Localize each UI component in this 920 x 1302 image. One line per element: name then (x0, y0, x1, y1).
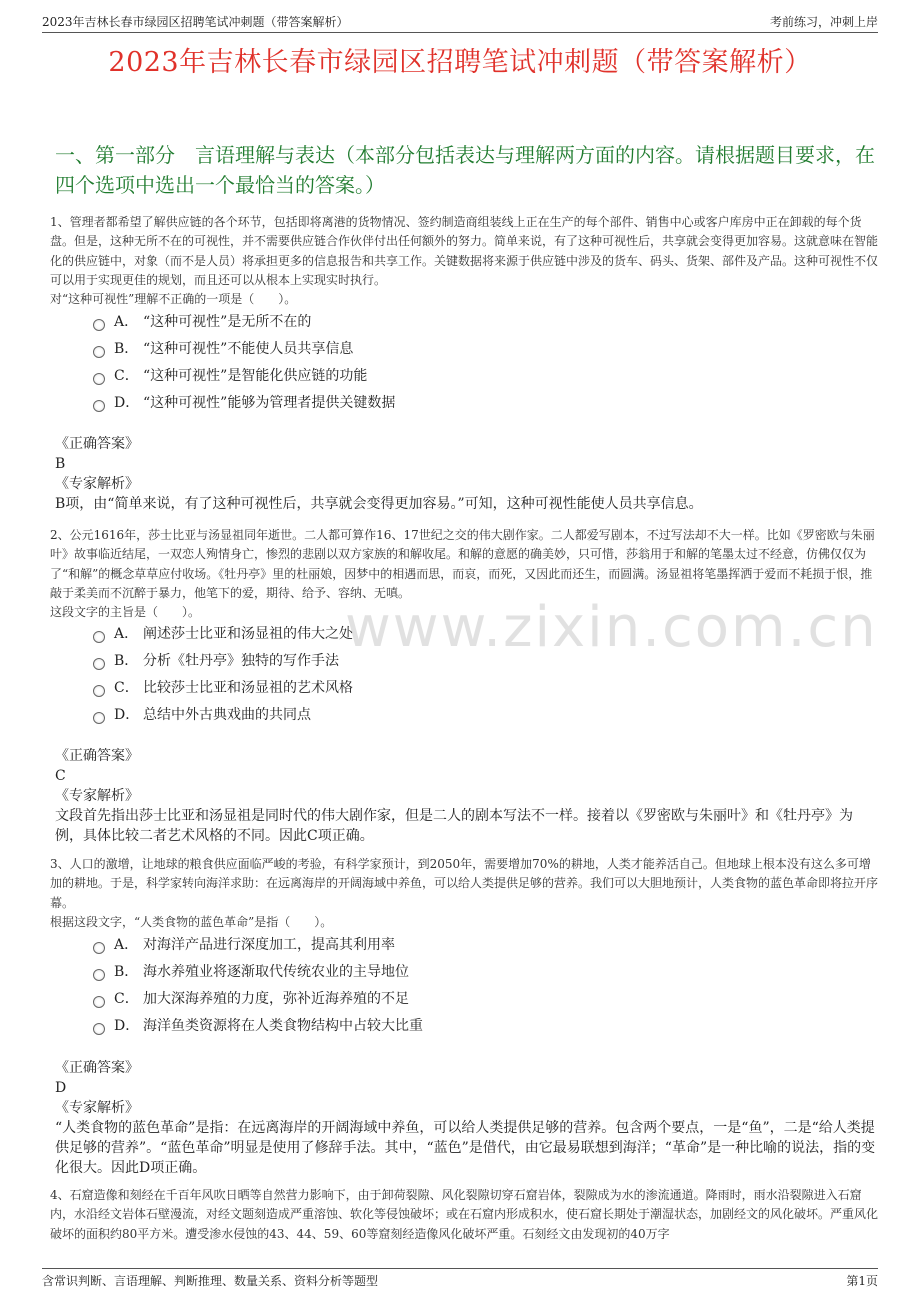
answer-value: C (55, 768, 66, 784)
option-text: 加大深海养殖的力度，弥补近海养殖的不足 (143, 991, 409, 1007)
radio-icon[interactable] (93, 1023, 105, 1035)
question-2-passage (50, 526, 880, 622)
option-c[interactable] (93, 988, 880, 1015)
radio-icon[interactable] (93, 346, 105, 358)
explain-text: B项，由“简单来说，有了这种可视性后，共享就会变得更加容易。”可知，这种可视性能使人员共享信息。 (55, 496, 703, 512)
option-b[interactable] (93, 338, 880, 365)
option-text: 对海洋产品进行深度加工，提高其利用率 (143, 937, 395, 953)
explain-text: “人类食物的蓝色革命”是指：在远离海岸的开阔海域中养鱼，可以给人类提供足够的营养。包含两个要点，一是“鱼”，二是“给人类提供足够的营养”。“蓝色革命”明显是使用了修辞手法。其中，“蓝色”是借代，由它最易联想到海洋；“革命”是一种比喻的说法，指的变化很大。因此D项正确。 (55, 1120, 876, 1176)
question-1-text: 1、管理者都希望了解供应链的各个环节，包括即将离港的货物情况、签约制造商组装线上正在生产的每个部件、销售中心或客户库房中正在卸载的每个货盘。但是，这种无所不在的可视性，并不需要供应链合作伙伴付出任何额外的努力。简单来说，有了这种可视性后，共享就会变得更加容易。这就意味在智能化的供应链中，对象（而不是人员）将承担更多的信息报告和共享工作。关键数据将来源于供应链中涉及的货车、码头、货架、部件及产品。这种可视性不仅可以用于实现更佳的规划，而且还可以从根本上实现实时执行。 (50, 215, 879, 287)
option-letter: B． (114, 653, 139, 669)
section-heading: 一、第一部分 言语理解与表达（本部分包括表达与理解两方面的内容。请根据题目要求，在四个选项中选出一个最恰当的答案。） (55, 143, 875, 197)
explain-label: 《专家解析》 (55, 476, 139, 492)
option-text: 总结中外古典戏曲的共同点 (143, 707, 311, 723)
question-3-text: 3、人口的激增，让地球的粮食供应面临严峻的考验，有科学家预计，到2050年，需要增加70%的耕地，人类才能养活自己。但地球上根本没有这么多可增加的耕地。于是，科学家转向海洋求助：在远离海岸的开阔海域中养鱼，可以给人类提供足够的营养。我们可以大胆地预计，人类食物的蓝色革命即将拉开序幕。 (50, 857, 879, 910)
radio-icon[interactable] (93, 685, 105, 697)
radio-icon[interactable] (93, 319, 105, 331)
radio-icon[interactable] (93, 942, 105, 954)
radio-icon[interactable] (93, 400, 105, 412)
page-footer (42, 1268, 878, 1289)
question-3-answer (55, 1058, 880, 1178)
question-2-ask: 这段文字的主旨是（ ）。 (50, 605, 201, 620)
answer-value: B (55, 456, 66, 472)
option-text: 阐述莎士比亚和汤显祖的伟大之处 (143, 626, 353, 642)
option-d[interactable] (93, 392, 880, 419)
option-a[interactable] (93, 311, 880, 338)
question-2-answer (55, 746, 880, 846)
option-letter: B． (114, 341, 139, 357)
option-c[interactable] (93, 365, 880, 392)
option-b[interactable] (93, 650, 880, 677)
radio-icon[interactable] (93, 631, 105, 643)
option-c[interactable] (93, 677, 880, 704)
explain-label: 《专家解析》 (55, 1100, 139, 1116)
answer-label: 《正确答案》 (55, 1060, 139, 1076)
option-letter: A． (114, 314, 139, 330)
option-text: “这种可视性”能够为管理者提供关键数据 (143, 395, 396, 411)
page-number: 第1页 (846, 1274, 878, 1288)
document-title: 2023年吉林长春市绿园区招聘笔试冲刺题（带答案解析） (108, 47, 812, 78)
answer-value: D (55, 1080, 67, 1096)
answer-label: 《正确答案》 (55, 436, 139, 452)
option-text: 比较莎士比亚和汤显祖的艺术风格 (143, 680, 353, 696)
option-text: 海洋鱼类资源将在人类食物结构中占较大比重 (143, 1018, 423, 1034)
radio-icon[interactable] (93, 712, 105, 724)
question-1-options (93, 311, 880, 419)
radio-icon[interactable] (93, 658, 105, 670)
question-4-text: 4、石窟造像和刻经在千百年风吹日晒等自然营力影响下，由于卸荷裂隙、风化裂隙切穿石窟岩体，裂隙成为水的渗流通道。降雨时，雨水沿裂隙进入石窟内，水沿经文岩体石壁漫流，对经文题刻造成严重溶蚀、软化等侵蚀破坏；或在石窟内形成积水，使石窟长期处于潮湿状态，加剧经文的风化破坏。严重风化破坏的面积约80平方米。遭受渗水侵蚀的43、44、59、60等窟刻经造像风化破坏严重。石刻经文由发现初的40万字 (50, 1188, 879, 1241)
option-letter: C． (114, 680, 139, 696)
question-3-options (93, 934, 880, 1042)
question-2-options (93, 623, 880, 731)
option-a[interactable] (93, 623, 880, 650)
option-text: “这种可视性”不能使人员共享信息 (143, 341, 354, 357)
page-header (42, 10, 878, 33)
question-1-passage (50, 213, 880, 309)
header-left-text: 2023年吉林长春市绿园区招聘笔试冲刺题（带答案解析） (42, 15, 349, 29)
question-3-passage (50, 855, 880, 932)
option-letter: D． (114, 395, 140, 411)
option-letter: C． (114, 368, 139, 384)
option-letter: C． (114, 991, 139, 1007)
radio-icon[interactable] (93, 996, 105, 1008)
option-text: “这种可视性”是无所不在的 (143, 314, 312, 330)
option-letter: D． (114, 707, 140, 723)
watermark: www.zixin.com.cn (345, 595, 878, 660)
option-d[interactable] (93, 704, 880, 731)
radio-icon[interactable] (93, 969, 105, 981)
footer-left-text: 含常识判断、言语理解、判断推理、数量关系、资料分析等题型 (42, 1274, 379, 1288)
header-right-text: 考前练习，冲刺上岸 (769, 15, 878, 29)
question-4-passage (50, 1186, 880, 1244)
option-letter: B． (114, 964, 139, 980)
answer-label: 《正确答案》 (55, 748, 139, 764)
question-3-ask: 根据这段文字，“人类食物的蓝色革命”是指（ ）。 (50, 914, 333, 929)
radio-icon[interactable] (93, 373, 105, 385)
option-a[interactable] (93, 934, 880, 961)
option-text: “这种可视性”是智能化供应链的功能 (143, 368, 368, 384)
option-letter: A． (114, 937, 139, 953)
question-2-text: 2、公元1616年，莎士比亚与汤显祖同年逝世。二人都可算作16、17世纪之交的伟大剧作家。二人都爱写剧本，不过写法却不大一样。比如《罗密欧与朱丽叶》故事临近结尾，一双恋人殉情身亡，惨烈的悲剧以双方家族的和解收尾。和解的意愿的确美妙，只可惜，莎翁用于和解的笔墨太过不经意，仿佛仅仅为了“和解”的概念草草应付收场。《牡丹亭》里的杜丽娘，因梦中的相遇而思，而哀，而死，又因此而还生，而圆满。汤显祖将笔墨挥洒于爱而不耗损于恨，推敲于柔美而不沉醉于暴力，他笔下的爱，期待、给予、容纳、无嗔。 (50, 528, 875, 600)
question-1-ask: 对“这种可视性”理解不正确的一项是（ ）。 (50, 292, 297, 307)
option-b[interactable] (93, 961, 880, 988)
explain-label: 《专家解析》 (55, 788, 139, 804)
option-text: 海水养殖业将逐渐取代传统农业的主导地位 (143, 964, 409, 980)
option-text: 分析《牡丹亭》独特的写作手法 (143, 653, 339, 669)
option-d[interactable] (93, 1015, 880, 1042)
option-letter: D． (114, 1018, 140, 1034)
explain-text: 文段首先指出莎士比亚和汤显祖是同时代的伟大剧作家，但是二人的剧本写法不一样。接着以《罗密欧与朱丽叶》和《牡丹亭》为例，具体比较二者艺术风格的不同。因此C项正确。 (55, 808, 853, 844)
question-1-answer (55, 434, 880, 514)
option-letter: A． (114, 626, 139, 642)
